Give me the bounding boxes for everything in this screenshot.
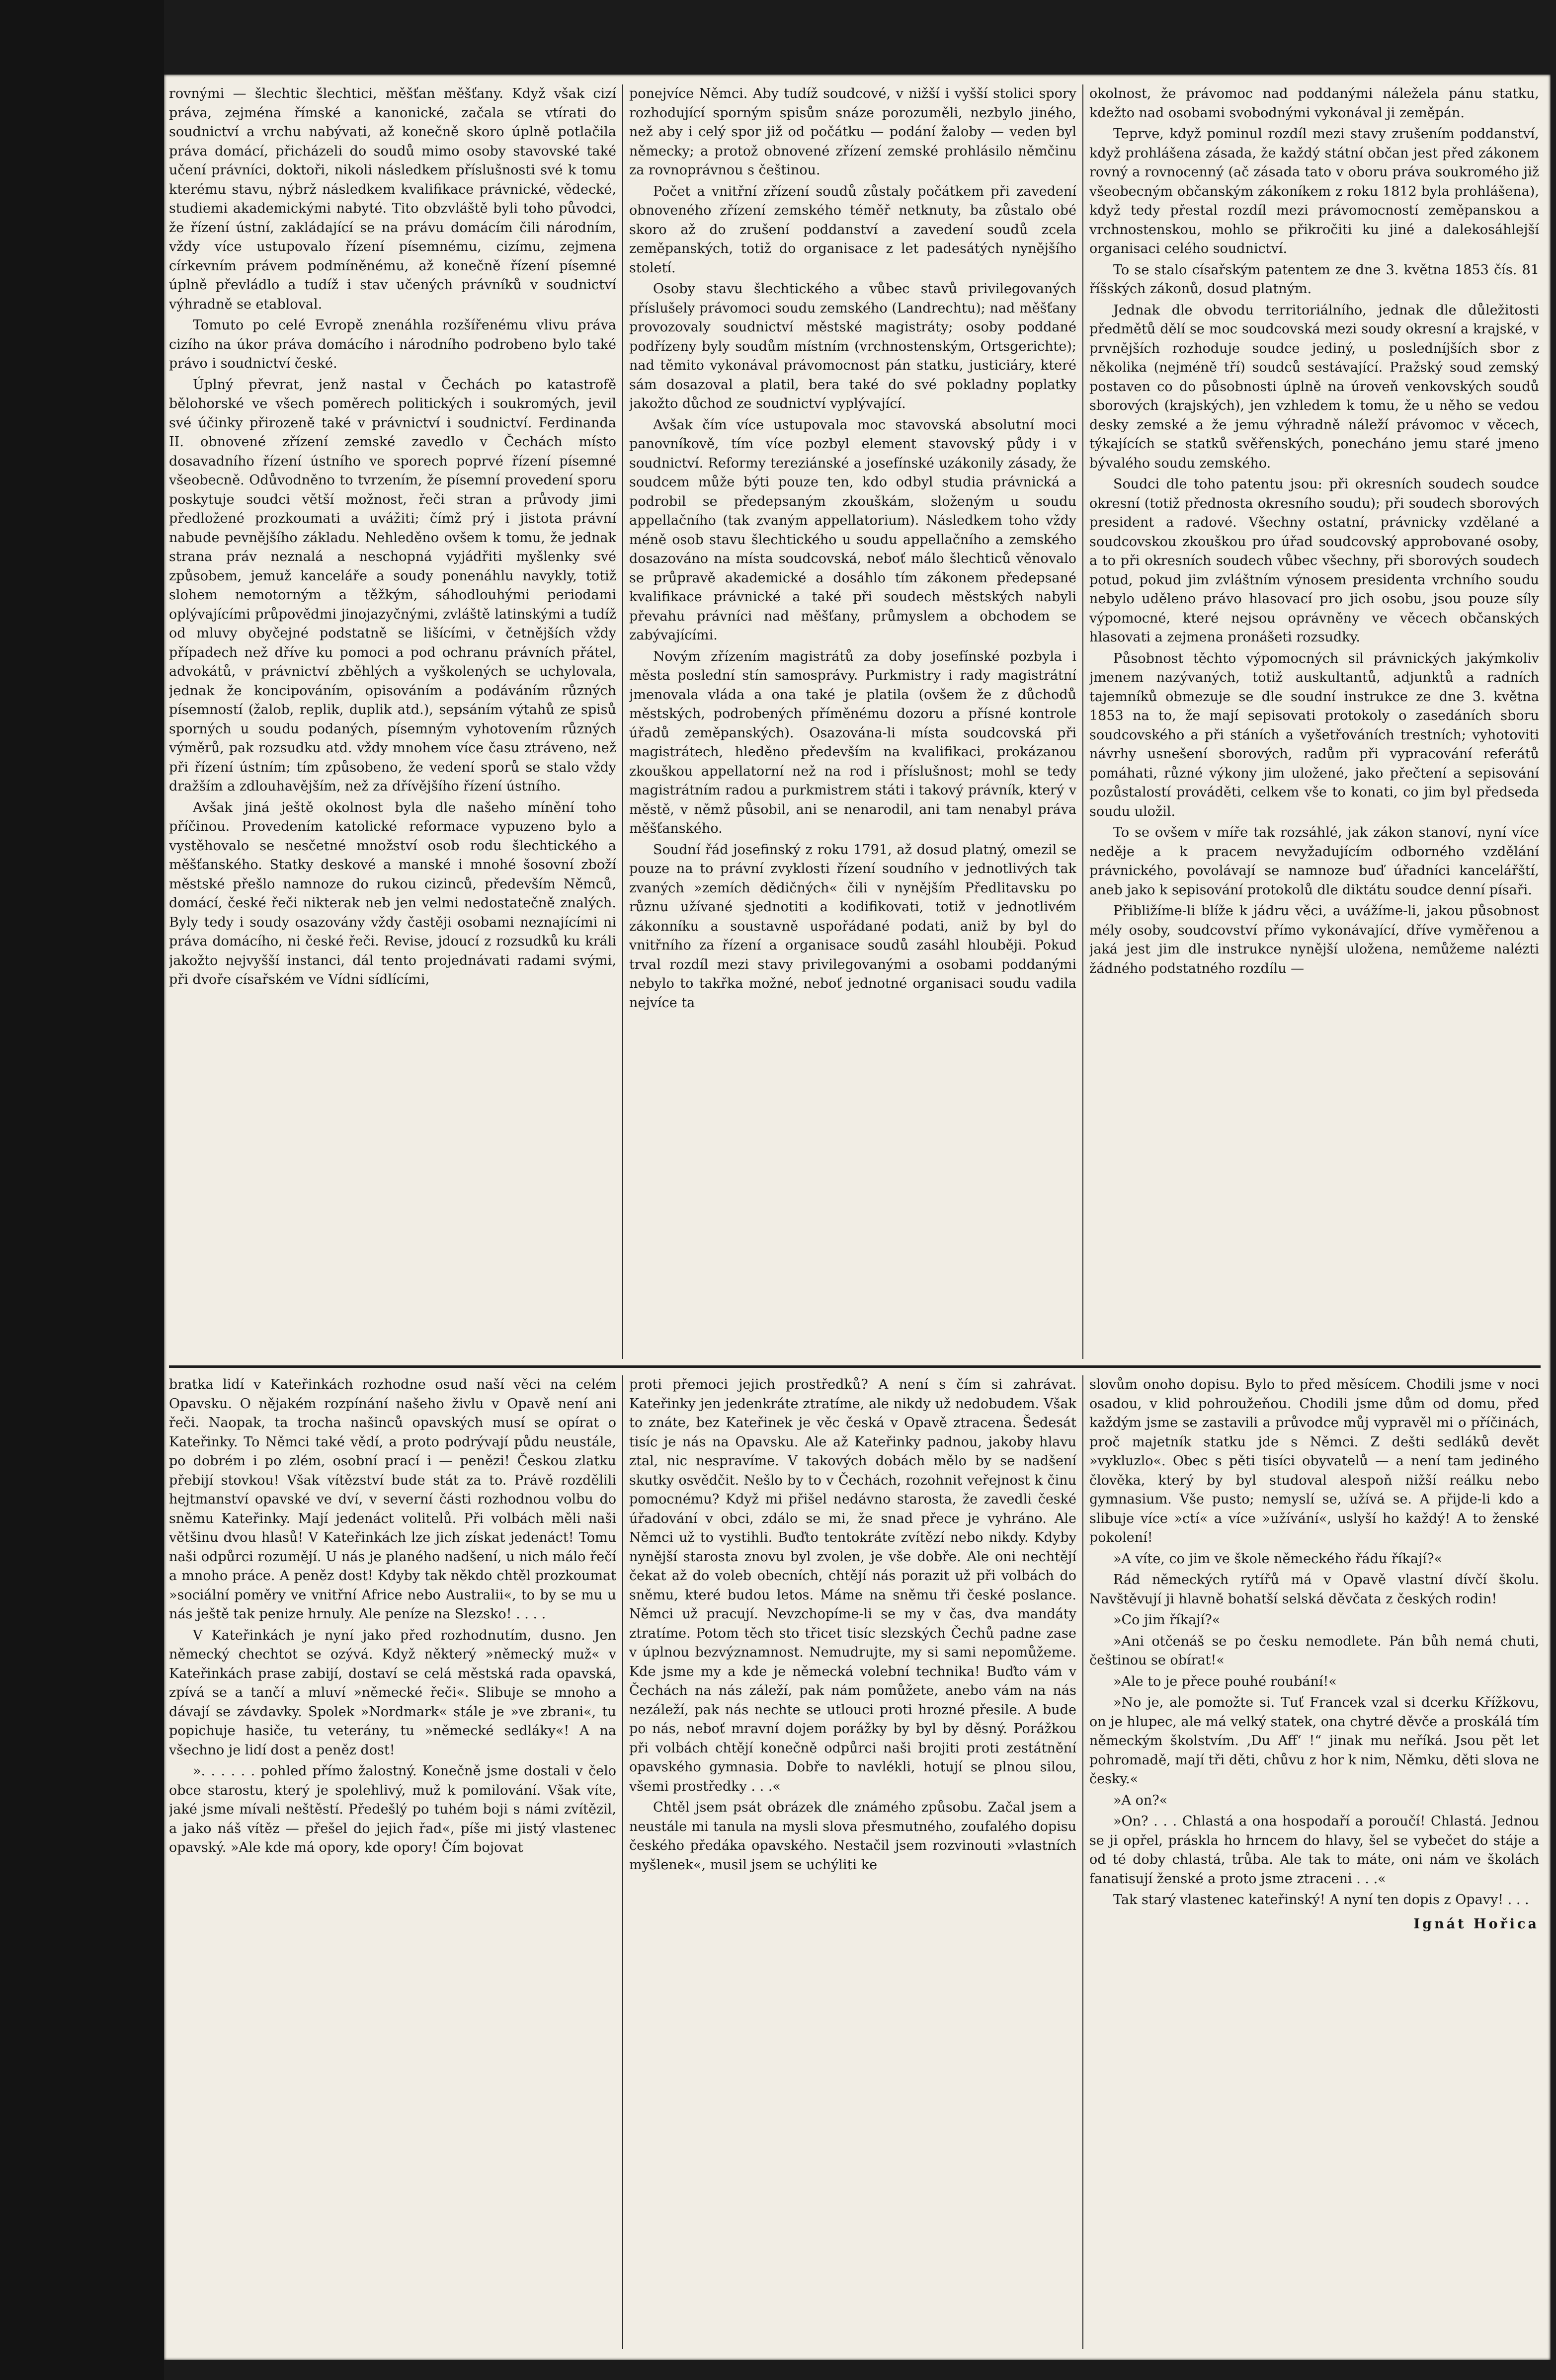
paragraph: Osoby stavu šlechtického a vůbec stavů privilegovaných příslušely právomoci soudu zemského (Landrechtu); nad měšťany provozovaly soudnictví městské magistráty; osoby poddané podřízeny byly soudům místním (vrchnostenským, Ortsgerichte); nad těmito vykonával právomocnost pán statku, justiciáry, které sám dosazoval a platil, bera také do své pokladny poplatky jakožto důchod ze soudnictví vyplývající. [629,281,1076,411]
paragraph: ». . . . . . pohled přímo žalostný. Konečně jsme dostali v čelo obce starostu, který je spolehlivý, muž k pomilování. Však víte, jaké jsme mívali neštěstí. Předešlý po tuhém boji s námi zvítězil, a jako náš vítěz — přešel do jejich řad«, píše mi jistý vlastenec opavský. »Ale kde má opory, kde opory! Čím bojovat [169,1763,616,1855]
paragraph: To se ovšem v míře tak rozsáhlé, jak zákon stanoví, nyní více neděje a k pracem nevyžadujícím odborného vzdělání právnického, povolávají se namnoze buď úřadníci kancelářští, aneb jako k sepisování protokolů dle diktátu soudce denní písaři. [1089,825,1539,898]
column-divider [622,84,623,1359]
paragraph: rovnými — šlechtic šlechtici, měšťan měšťany. Když však cizí práva, zejména římské a kanonické, začala se vtírati do soudnictví a vrchu nabývati, až konečně skoro úplně potlačila práva domácí, přicházeli do soudů mimo osoby stavovské také učení právníci, doktoři, nikoli následkem příslušnosti své k tomu kterému stavu, nýbrž následkem kvalifikace právnické, vědecké, studiemi akademickými nabyté. Tito obzvláště byli toho původci, že řízení ústní, zakládající se na právu domácím čili národním, vždy více ustupovalo řízení písemnému, cizímu, zejmena církevním právem podmíněnému, až konečně řízení písemné úplně převládlo a tudíž i stav učených právníků v soudnictví výhradně se etabloval. [169,86,616,312]
paragraph: Přibližíme-li blíže k jádru věci, a uvážíme-li, jakou působnost mély osoby, soudcovství přímo vykonávající, dříve vyměřenou a jaká jest jim dle instrukce nynější uložena, nemůžeme nalézti žádného podstatného rozdílu — [1089,903,1539,976]
paragraph: Úplný převrat, jenž nastal v Čechách po katastrofě bělohorské ve všech poměrech politických i soukromých, jevil své účinky přirozeně také v právnictví i soudnictví. Ferdinanda II. obnovené zřízení zemské zavedlo v Čechách místo dosavadního řízení ústního ve sporech poprvé řízení písemné všeobecně. Odůvodněno to tvrzením, že písemní provedení sporu poskytuje soudci větší možnost, řeči stran a průvody jimi předložené prozkoumati a uvážiti; čímž prý i jistota právní nabude pevnějšího základu. Nehleděno ovšem k tomu, že jednak strana práv neznalá a neschopná vyjádřiti myšlenky své způsobem, jemuž kanceláře a soudy ponenáhlu navykly, totiž slohem nemotorným a těžkým, sáhodlouhými periodami oplývajícími průpovědmi jinojazyčnými, zvláště latinskými a tudíž od mluvy obyčejné podstatně se lišícími, v četnějších vždy případech než dříve ku pomoci a pod ochranu právních přátel, advokátů, v právnictví zběhlých a vyškolených se uchylovala, jednak že koncipováním, opisováním a podáváním různých písemností (žalob, replik, duplik atd.), sepsáním výtahů ze spisů sporných u soudu podaných, písemným vyhotovením různých výměrů, pak rozsudku atd. vždy mnohem více času ztráveno, než při řízení ústním; tím způsobeno, že vedení sporů se stalo vždy dražším a zdlouhavějším, než za dřívějšího řízení ústního. [169,377,616,794]
column-divider [622,1375,623,2349]
paragraph: bratka lidí v Kateřinkách rozhodne osud naší věci na celém Opavsku. O nějakém rozpínání našeho živlu v Opavě není ani řeči. Naopak, ta trocha našinců opavských musí se opírat o Kateřinky. To Němci také vědí, a proto podrývají půdu neustále, po dobrém i po zlém, osobní prací i — penězi! Českou zlatku přebijí stovkou! Však vítězství bude stát za to. Právě rozdělili hejtmanství opavské ve dví, v severní části rozhodnou volbu do sněmu Kateřinky. Mají jedenáct volitelů. Při volbách měli naši většinu dvou hlasů! V Kateřinkách lze jich získat jedenáct! Tomu naši odpůrci rozumějí. U nás je planého nadšení, u nich málo řečí a mnoho práce. A peněz dost! Kdyby tak někdo chtěl prozkoumat »sociální poměry ve vnitřní Africe nebo Australii«, to by se mu u nás ještě tak penize hrnuly. Ale peníze na Slezsko! . . . . [169,1377,616,1622]
top-column-1 [169,84,616,1359]
paragraph: Chtěl jsem psát obrázek dle známého způsobu. Začal jsem a neustále mi tanula na mysli slova přesmutného, zoufalého dopisu českého předáka opavského. Nestačil jsem rozvinouti »vlastních myšlenek«, musil jsem se uchýliti ke [629,1800,1076,1873]
newspaper-page [164,75,1551,2360]
paragraph: Jednak dle obvodu territoriálního, jednak dle důležitosti předmětů dělí se moc soudcovská mezi soudy okresní a krajské, v prvnějších rozhoduje soudce jediný, u posledníjších sbor z několika (nejméně tří) soudců sestávající. Pražský soud zemský postaven co do působnosti úplně na úroveň venkovských soudů sborových (krajských), jen vzhledem k tomu, že u něho se vedou desky zemské a že jemu výhradně náleží právomoc v věcech, týkajících se statků svěřenských, ponecháno jemu staré jmeno bývalého soudu zemského. [1089,302,1539,471]
paragraph: V Kateřinkách je nyní jako před rozhodnutím, dusno. Jen německý chechtot se ozývá. Když některý »německý muž« v Kateřinkách prase zabijí, dostaví se celá městská rada opavská, zpívá se a tančí a mluví »německé řeči«. Slibuje se mnoho a dávají se závdavky. Spolek »Nordmark« stále je »ve zbrani«, tu popichuje hasiče, tu veterány, tu »německé sedláky«! A na všechno je lidí dost a peněz dost! [169,1627,616,1758]
paragraph: »A on?« [1113,1792,1168,1808]
scanner-dark-margin [0,0,164,2380]
paragraph: Počet a vnitřní zřízení soudů zůstaly počátkem při zavedení obnoveného zřízení zemského téměř netknuty, ba zůstalo obé skoro až do zrušení poddanství a zavedení soudů zcela zeměpanských, totiž do organisace z let padesátých nynějšího století. [629,183,1076,276]
paragraph: Soudci dle toho patentu jsou: při okresních soudech soudce okresní (totiž přednosta okresního soudu); při soudech sborových president a radové. Všechny ostatní, právnicky vzdělané a soudcovskou zkouškou pro úřad soudcovský approbované osoby, a to při okresních soudech vůbec všechny, při sborových soudech potud, pokud jim zvláštním výnosem presidenta vrchního soudu nebylo uděleno právo hlasovací pro jich osobu, jsou pouze síly výpomocné, které nejsou oprávněny ve věcech občanských hlasovati a zejmena pronášeti rozsudky. [1089,476,1539,645]
paragraph: »No je, ale pomožte si. Tuť Francek vzal si dcerku Křížkovu, on je hlupec, ale má velký statek, ona chytré děvče a proskálá tím německým školstvím. ‚Du Aff‘ !“ jinak mu neříká. Jsou pět let pohromadě, mají tři děti, chůvu z hor k nim, Němku, děti slova ne česky.« [1089,1695,1539,1787]
author-signature: Ignát Hořica [1413,1916,1539,1932]
paragraph: Novým zřízením magistrátů za doby josefínské pozbyla i města poslední stín samosprávy. Purkmistry i rady magistrátní jmenovala vláda a ona také je platila (ovšem že z důchodů městských, podrobených příměnému dozoru a přísné kontrole úřadů zeměpanských). Osazována-li místa soudcovská při magistrátech, hleděno především na kvalifikaci, prokázanou zkouškou appellatorní než na rod i příslušnost; mohl se tedy magistrátním radou a purkmistrem státi i takový právník, který v městě, v němž působil, ani se nenarodil, ani tam nenabyl práva měšťanského. [629,648,1076,836]
paragraph: Tak starý vlastenec kateřinský! A nyní ten dopis z Opavy! . . . [1113,1892,1529,1907]
column-divider [1082,1375,1083,2349]
paragraph: Rád německých rytířů má v Opavě vlastní dívčí školu. Navštěvují ji hlavně bohatší selská děvčata z českých rodin! [1089,1572,1539,1607]
paragraph: »Co jim říkají?« [1113,1612,1221,1628]
paragraph: Avšak jiná ještě okolnost byla dle našeho mínění toho příčinou. Provedením katolické reformace vypuzeno bylo a vystěhovalo se nesčetné množství osob rodu šlechtického a měšťanského. Statky deskové a manské i mnohé šosovní zboží městské přešlo namnoze do rukou cizinců, především Němců, domácí, české řeči nikterak neb jen velmi nedostatečně znalých. Byly tedy i soudy osazovány vždy častěji osobami neznajícími ni práva domácího, ni české řeči. Revise, jdoucí z rozsudků ku králi jakožto nejvyšší instanci, dál tento projednávati radami svými, při dvoře císařském ve Vídni sídlícími, [169,799,616,987]
column-divider [1082,84,1083,1359]
top-column-2 [629,84,1076,1359]
paragraph: »Ale to je přece pouhé roubání!« [1113,1673,1337,1689]
bottom-column-1 [169,1375,616,2349]
paragraph: »On? . . . Chlastá a ona hospodaří a poroučí! Chlastá. Jednou se ji opřel, práskla ho hrncem do hlavy, šel se vybečet do stáje a od té doby chlastá, trůba. Ale tak to máte, oni nám ve školách fanatisují ženské a proto jsme ztraceni . . .« [1089,1814,1539,1887]
paragraph: proti přemoci jejich prostředků? A není s čím si zahrávat. Kateřinky jen jedenkráte ztratíme, ale nikdy už nedobudem. Však to znáte, bez Kateřinek je věc česká v Opavě ztracena. Šedesát tisíc je nás na Opavsku. Ale až Kateřinky padnou, jakoby hlavu ztal, nic nespravíme. V takových dobách mělo by se nadšení skutky osvědčit. Nešlo by to v Čechách, rozohnit veřejnost k činu pomocnému? Když mi přišel nedávno starosta, že zavedli české úřadování v obci, zdálo se mi, že snad přece je vyhráno. Ale Němci už to vystihli. Buďto tentokráte zvítězí nebo nikdy. Kdyby nynější starosta znovu byl zvolen, je vše dobře. Ale oni nechtějí čekat až do voleb obecních, chtějí nás porazit už při volbách do sněmu, které budou letos. Máme na sněmu tři české poslance. Němci už pracují. Nevzchopíme-li se my v čas, dva mandáty ztratíme. Potom těch sto třicet tisíc slezských Čechů padne zase v úplnou bezvýznamnost. Nemudrujte, my si sami nepomůžeme. Kde jsme my a kde je německá volební technika! Buďto vám v Čechách na nás záleží, pak nám pomůžete, anebo vám na nás nezáleží, pak nás nechte se utlouci proti hrozné přesile. A bude po nás, neboť mravní dojem porážky by byl by děsný. Porážkou při volbách chtějí konečně odpůrci naši brojiti proti zestátnění opavského gymnasia. Dobře to navlékli, hotují se plnou silou, všemi prostředky . . .« [629,1377,1076,1794]
paragraph: Avšak čím více ustupovala moc stavovská absolutní moci panovníkově, tím více pozbyl element stavovský půdy i v soudnictví. Reformy tereziánské a josefínské uzákonily zásady, že soudcem může býti pouze ten, kdo odbyl studia právnická a podrobil se předepsaným zkouškám, složeným u soudu appellačního (tak zvaným appellatorium). Následkem toho vždy méně osob stavu šlechtického u soudu appellačního a zemského dosazováno na místa soudcovská, neboť málo šlechticů věnovalo se průpravě akademické a dosáhlo tím zákonem předepsané kvalifikace právnické a také při soudech městských nabyli převahu právníci nad měšťany, průmyslem a obchodem se zabývajícími. [629,417,1076,643]
paragraph: Tomuto po celé Evropě znenáhla rozšířenému vlivu práva cizího na úkor práva domácího i národního podrobeno bylo také právo i soudnictví české. [169,317,616,371]
paragraph: Soudní řád josefinský z roku 1791, až dosud platný, omezil se pouze na to právní zvyklosti řízení soudního v jednotlivých tak zvaných »zemích dědičných« čili v nynějším Předlitavsku po různu užívané sjednotiti a kodifikovati, totiž v jednotlivém zákonníku a soustavně uspořádané podati, aniž by byl do vnitřního za řízení a organisace soudů zasáhl hlouběji. Pokud trval rozdíl mezi stavy privilegovanými a osobami poddanými nebylo to takřka možné, neboť jednotné organisaci soudu vadila nejvíce ta [629,842,1076,1011]
bottom-column-3 [1089,1375,1539,2349]
paragraph: okolnost, že právomoc nad poddanými náležela pánu statku, kdežto nad osobami svobodnými vykonával ji zeměpán. [1089,86,1539,121]
paragraph: To se stalo císařským patentem ze dne 3. května 1853 čís. 81 říšských zákonů, dosud platným. [1089,262,1539,297]
paragraph: Působnost těchto výpomocných sil právnických jakýmkoliv jmenem nazývaných, totiž auskultantů, adjunktů a radních tajemníků obmezuje se dle soudní instrukce ze dne 3. května 1853 na to, že mají sepisovati protokoly o zasedáních sboru soudcovského a při stáních a vyšetřováních trestních; vyhotoviti návrhy usnešení sborových, radům při vypracování referátů pomáhati, různé výkony jim uložené, jako přečtení a sepisování pozůstalostí prováděti, celkem vše to konati, co jim byl předseda soudu uložil. [1089,650,1539,819]
paragraph: »Ani otčenáš se po česku nemodlete. Pán bůh nemá chuti, češtinou se obírat!« [1089,1633,1539,1668]
paragraph: slovům onoho dopisu. Bylo to před měsícem. Chodili jsme v noci osadou, v klid pohroužeňou. Chodili jsme dům od domu, před každým jsme se zastavili a průvodce můj vypravěl mi o příčinách, proč majetník statku jde s Němci. Z dešti sedláků devět »vykluzlo«. Obec s pěti tisíci obyvatelů — a není tam jediného člověka, který by byl studoval alespoň nižší reálku nebo gymnasium. Vše pusto; nemyslí se, užívá se. A přijde-li kdo a slibuje více »ctí« a více »užívání«, uslyší ho každý! A to ženské pokolení! [1089,1377,1539,1545]
top-column-3 [1089,84,1539,1359]
section-divider [169,1365,1541,1368]
paragraph: ponejvíce Němci. Aby tudíž soudcové, v nižší i vyšší stolici spory rozhodující sporným spisům snáze porozuměli, nezbylo jiného, než aby i celý spor již od počátku — podání žaloby — veden byl německy; a protož obnovené zřízení zemské prohlásilo němčinu za rovnoprávnou s češtinou. [629,86,1076,178]
bottom-column-2 [629,1375,1076,2349]
paragraph: Teprve, když pominul rozdíl mezi stavy zrušením poddanství, když prohlášena zásada, že každý státní občan jest před zákonem rovný a rovnocenný (ač zásada tato v oboru práva soukromého již všeobecným občanským zákoníkem z roku 1812 byla prohlášena), když tedy přestal rozdíl mezi právomocností zeměpanskou a vrchnostenskou, mohlo se přikročiti ku jiné a dalekosáhlejší organisaci celého soudnictví. [1089,126,1539,256]
paragraph: »A víte, co jim ve škole německého řádu říkají?« [1113,1551,1443,1567]
